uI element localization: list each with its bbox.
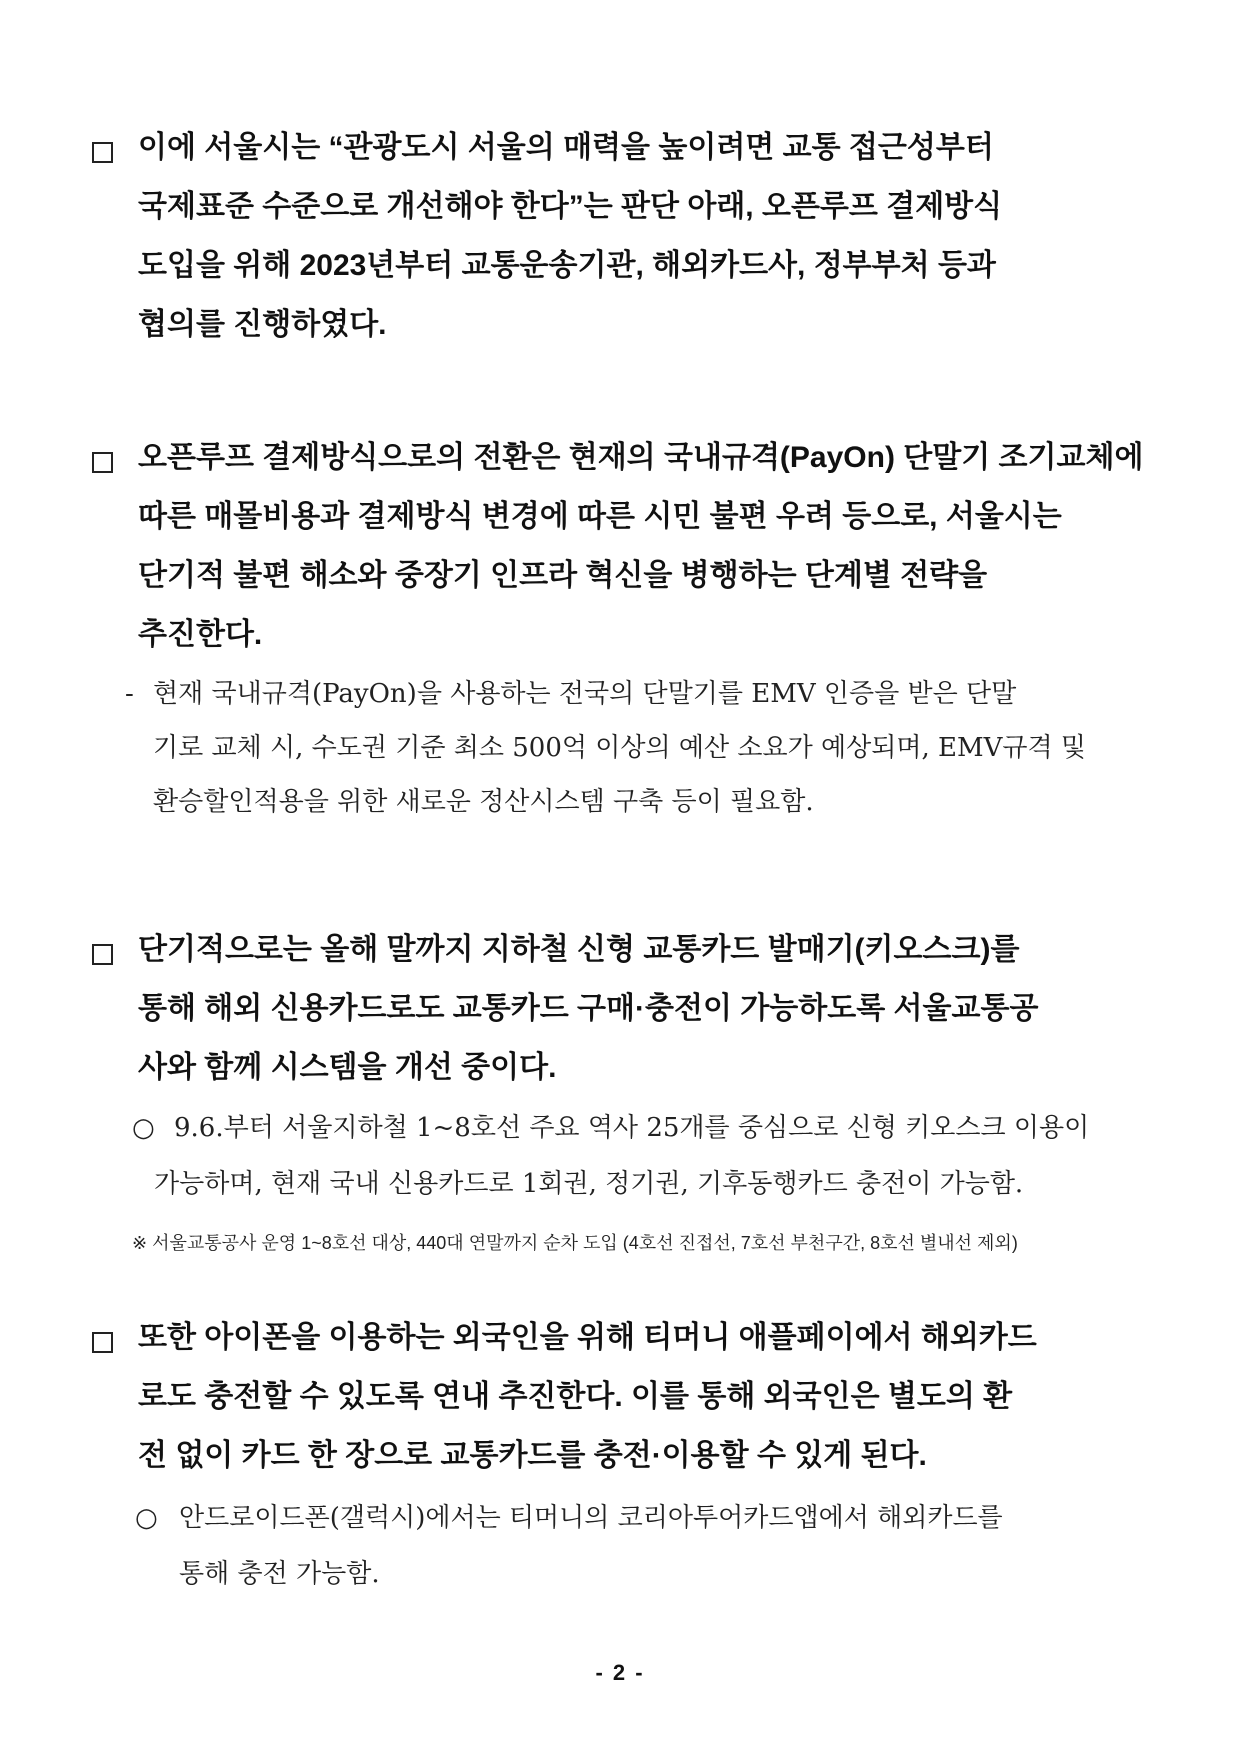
section-4-line-3: 전 없이 카드 한 장으로 교통카드를 충전·이용할 수 있게 된다. — [138, 1439, 927, 1472]
section-3-line-1: 단기적으로는 올해 말까지 지하철 신형 교통카드 발매기(키오스크)를 — [138, 933, 1020, 966]
section-3-footnote: ※ 서울교통공사 운영 1~8호선 대상, 440대 연말까지 순차 도입 (4호선 진접선, 7호선 부천구간, 8호선 별내선 제외) — [132, 1233, 1018, 1253]
section-3-detail-line-1: 9.6.부터 서울지하철 1~8호선 주요 역사 25개를 중심으로 신형 키오스크 이용이 — [174, 1113, 1090, 1143]
section-2-line-1: 오픈루프 결제방식으로의 전환은 현재의 국내규격(PayOn) 단말기 조기교체에 — [138, 441, 1144, 474]
checkbox-square-icon — [92, 452, 113, 473]
section-3-detail-line-2: 가능하며, 현재 국내 신용카드로 1회권, 정기권, 기후동행카드 충전이 가능함. — [154, 1169, 1024, 1199]
circle-bullet-icon: ○ — [132, 1113, 155, 1143]
section-2-detail-line-1: 현재 국내규격(PayOn)을 사용하는 전국의 단말기를 EMV 인증을 받은 단말 — [153, 679, 1017, 709]
section-2-line-4: 추진한다. — [138, 618, 263, 651]
section-1-line-2: 국제표준 수준으로 개선해야 한다”는 판단 아래, 오픈루프 결제방식 — [138, 190, 1003, 223]
page-number: - 2 - — [595, 1660, 645, 1685]
section-4-line-2: 로도 충전할 수 있도록 연내 추진한다. 이를 통해 외국인은 별도의 환 — [138, 1380, 1013, 1413]
checkbox-square-icon — [92, 142, 113, 163]
section-2-line-2: 따른 매몰비용과 결제방식 변경에 따른 시민 불편 우려 등으로, 서울시는 — [138, 500, 1062, 533]
section-3-line-3: 사와 함께 시스템을 개선 중이다. — [138, 1051, 557, 1084]
section-1-line-1: 이에 서울시는 “관광도시 서울의 매력을 높이려면 교통 접근성부터 — [138, 131, 994, 164]
section-1-line-3: 도입을 위해 2023년부터 교통운송기관, 해외카드사, 정부부처 등과 — [138, 249, 996, 282]
section-4-detail-line-1: 안드로이드폰(갤럭시)에서는 티머니의 코리아투어카드앱에서 해외카드를 — [179, 1503, 1003, 1533]
section-2-line-3: 단기적 불편 해소와 중장기 인프라 혁신을 병행하는 단계별 전략을 — [138, 559, 988, 592]
section-3-line-2: 통해 해외 신용카드로도 교통카드 구매·충전이 가능하도록 서울교통공 — [138, 992, 1039, 1025]
checkbox-square-icon — [92, 1332, 113, 1353]
section-2-detail-line-3: 환승할인적용을 위한 새로운 정산시스템 구축 등이 필요함. — [153, 787, 814, 817]
checkbox-square-icon — [92, 944, 113, 965]
section-2-detail-line-2: 기로 교체 시, 수도권 기준 최소 500억 이상의 예산 소요가 예상되며, EMV규격 및 — [153, 733, 1086, 763]
circle-bullet-icon: ○ — [135, 1503, 158, 1533]
section-1-line-4: 협의를 진행하였다. — [138, 308, 387, 341]
section-4-line-1: 또한 아이폰을 이용하는 외국인을 위해 티머니 애플페이에서 해외카드 — [138, 1321, 1037, 1354]
section-4-detail-line-2: 통해 충전 가능함. — [179, 1559, 380, 1589]
dash-marker: - — [125, 679, 134, 709]
